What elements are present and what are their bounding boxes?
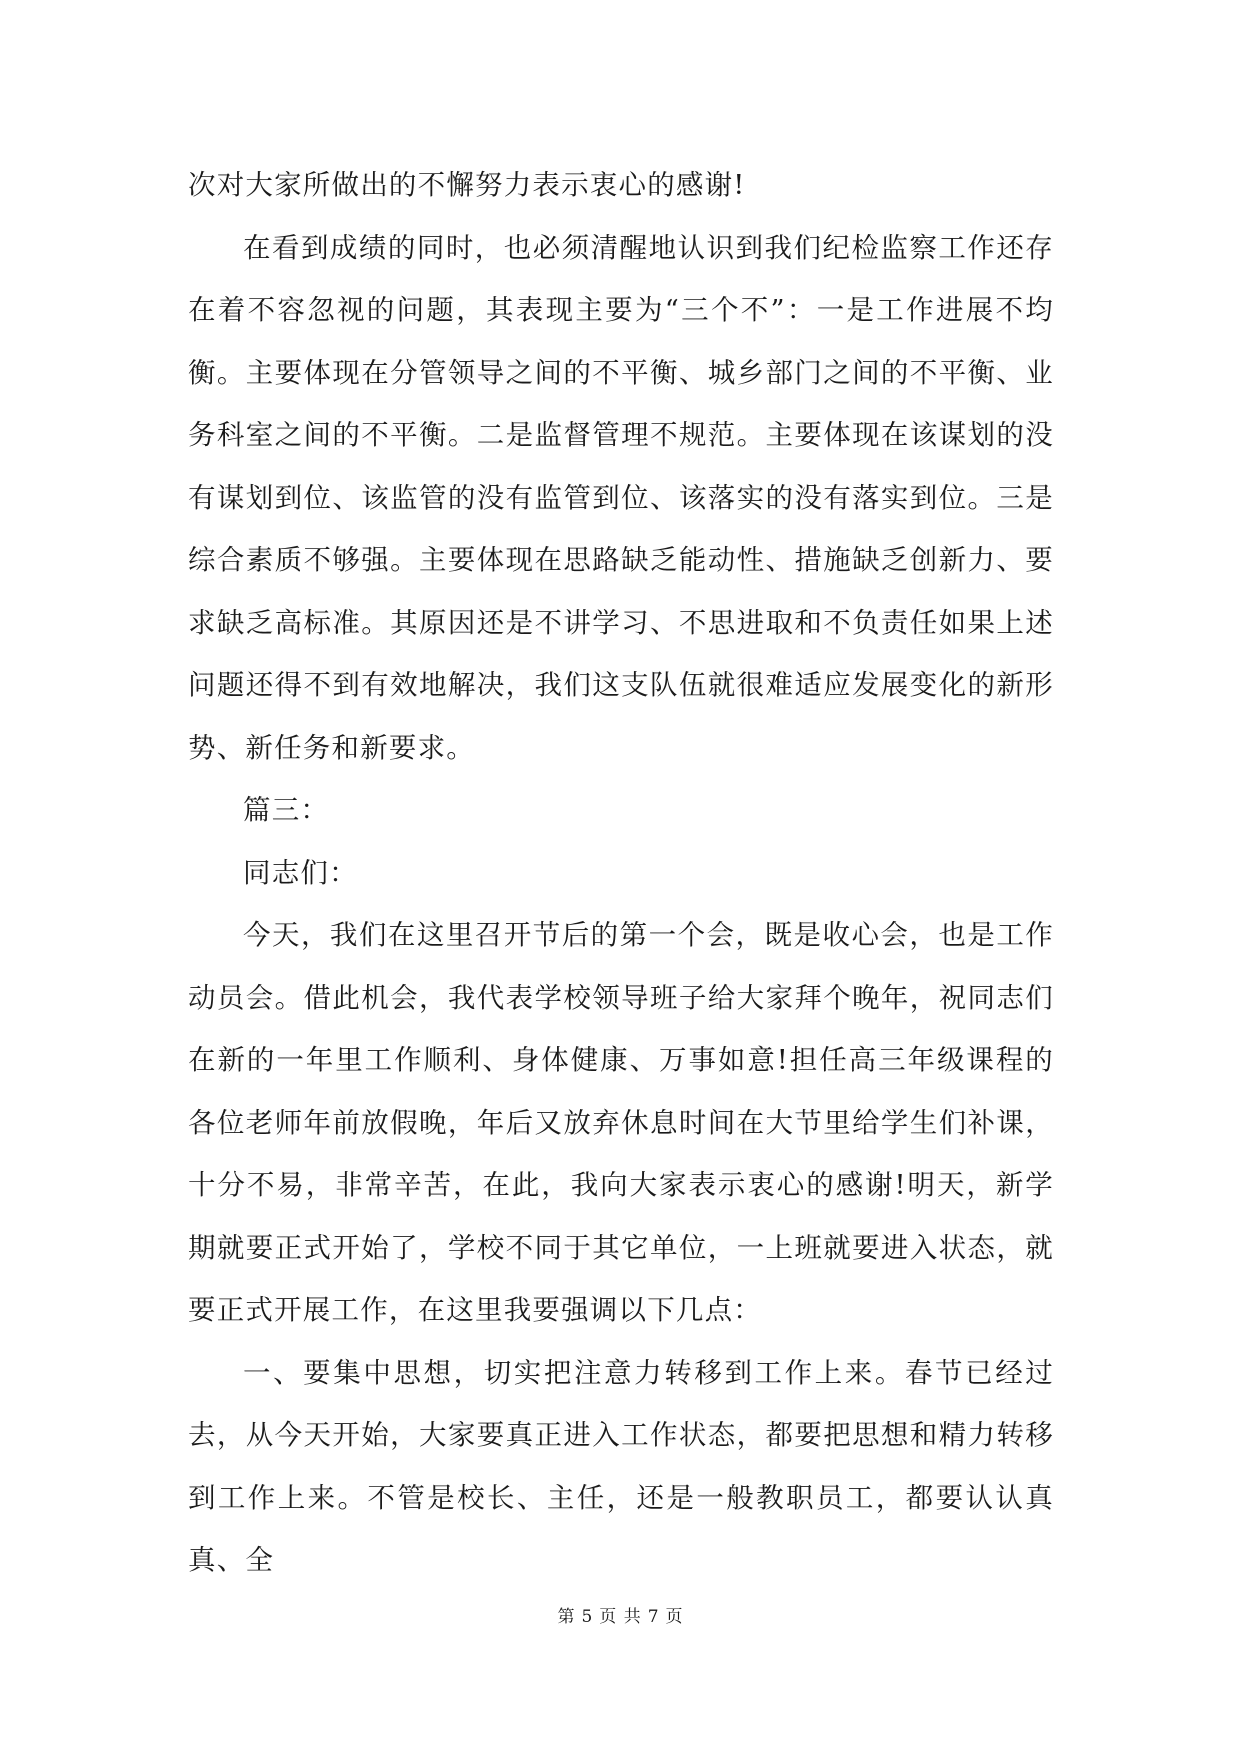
page-footer	[0, 1602, 1241, 1627]
footer-prefix: 第	[557, 1607, 576, 1627]
paragraph: 一、要集中思想，切实把注意力转移到工作上来。春节已经过去，从今天开始，大家要真正进入工作状态，都要把思想和精力转移到工作上来。不管是校长、主任，还是一般教职员工，都要认认真真、全	[188, 1356, 1054, 1576]
current-page-number: 5	[581, 1607, 594, 1627]
footer-middle: 页 共	[599, 1607, 642, 1627]
paragraph: 次对大家所做出的不懈努力表示衷心的感谢!	[188, 169, 746, 201]
paragraph: 今天，我们在这里召开节后的第一个会，既是收心会，也是工作动员会。借此机会，我代表学校领导班子给大家拜个晚年，祝同志们在新的一年里工作顺利、身体健康、万事如意!担任高三年级课程的各位老师年前放假晚，年后又放弃休息时间在大节里给学生们补课，十分不易，非常辛苦，在此，我向大家表示衷心的感谢!明天，新学期就要正式开始了，学校不同于其它单位，一上班就要进入状态，就要正式开展工作，在这里我要强调以下几点：	[188, 919, 1054, 1326]
document-body	[188, 154, 1054, 1592]
paragraph: 在看到成绩的同时，也必须清醒地认识到我们纪检监察工作还存在着不容忽视的问题，其表现主要为“三个不”：一是工作进展不均衡。主要体现在分管领导之间的不平衡、城乡部门之间的不平衡、业务科室之间的不平衡。二是监督管理不规范。主要体现在该谋划的没有谋划到位、该监管的没有监管到位、该落实的没有落实到位。三是综合素质不够强。主要体现在思路缺乏能动性、措施缺乏创新力、要求缺乏高标准。其原因还是不讲学习、不思进取和不负责任如果上述问题还得不到有效地解决，我们这支队伍就很难适应发展变化的新形势、新任务和新要求。	[188, 231, 1054, 764]
salutation: 同志们：	[243, 856, 358, 889]
section-heading: 篇三：	[243, 794, 330, 826]
total-page-number: 7	[647, 1607, 660, 1627]
footer-suffix: 页	[665, 1607, 684, 1627]
